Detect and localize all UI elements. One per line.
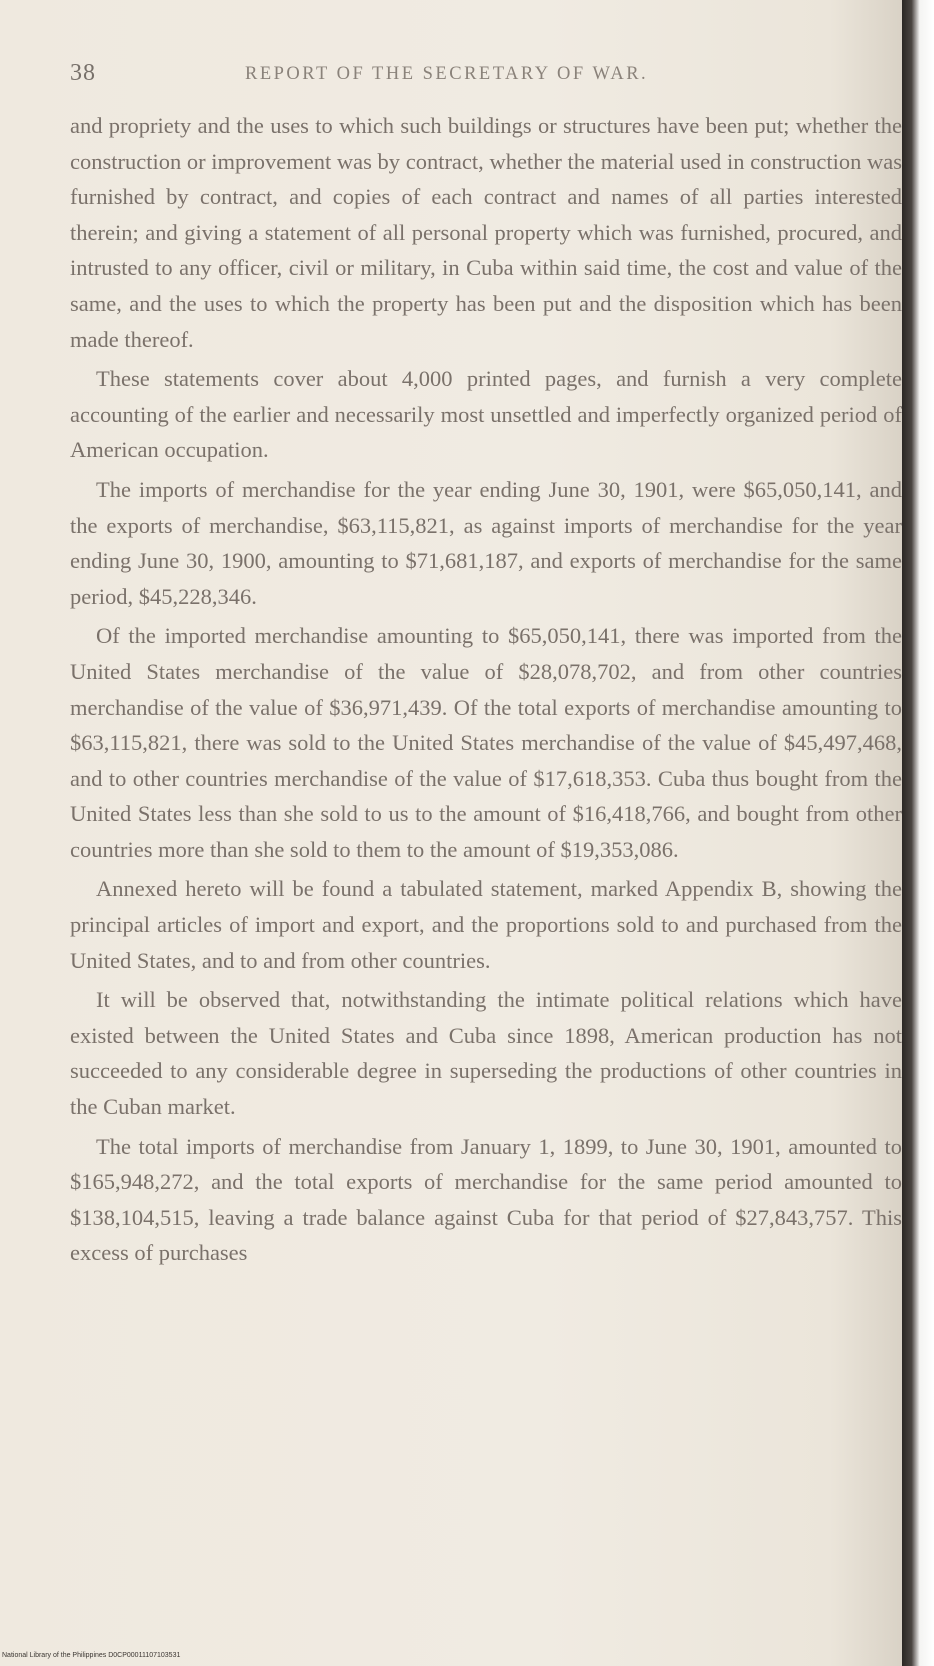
paragraph: The imports of merchandise for the year ending June 30, 1901, were $65,050,141, and the exports of merchandise, $63,115,821, as against imports of merchandise for the year ending June 30, 1900, amounting to $71,681,187, and exports of merchandise for the same period, $45,228,346. [70,476,902,609]
paragraph: Annexed hereto will be found a tabulated statement, marked Appendix B, showing the principal articles of import and export, and the proportions sold to and purchased from the United States, and to and from other countries. [70,876,902,973]
library-credit: National Library of the Philippines D0CP00011107103531 [2,1652,181,1659]
paragraph: These statements cover about 4,000 printed pages, and furnish a very complete accounting of the earlier and necessarily most unsettled and imperfectly organized period of American occupation. [70,366,902,463]
paragraph: The total imports of merchandise from January 1, 1899, to June 30, 1901, amounted to $165,948,272, and the total exports of merchandise for the same period amounted to $138,104,515, leaving a trade balance against Cuba for that period of $27,843,757. This excess of purchases [70,1133,902,1266]
paragraph: Of the imported merchandise amounting to $65,050,141, there was imported from the United States merchandise of the value of $28,078,702, and from other countries merchandise of the value of $36,971,439. Of the total exports of merchandise amounting to $63,115,821, there was sold to the United States merchandise of the value of $45,497,468, and to other countries merchandise of the value of $17,618,353. Cuba thus bought from the United States less than she sold to us to the amount of $16,418,766, and bought from other countries more than she sold to them to the amount of $19,353,086. [70,623,902,862]
paragraph: It will be observed that, notwithstanding the intimate political relations which have existed between the United States and Cuba since 1898, American production has not succeeded to any considerable degree in superseding the productions of other countries in the Cuban market. [70,987,902,1120]
page-header [70,60,900,96]
body-text [70,108,902,1275]
page-number: 38 [70,60,96,86]
paragraph-continued: and propriety and the uses to which such buildings or structures have been put; whether the construction or improvement was by contract, whether the material used in construction was furnished by contract, and copies of each contract and names of all parties interested therein; and giving a statement of all personal property which was furnished, procured, and intrusted to any officer, civil or military, in Cuba within said time, the cost and value of the same, and the uses to which the property has been put and the disposition which has been made thereof. [70,113,902,352]
running-title: REPORT OF THE SECRETARY OF WAR. [245,64,649,84]
book-binding-edge [902,0,934,1666]
